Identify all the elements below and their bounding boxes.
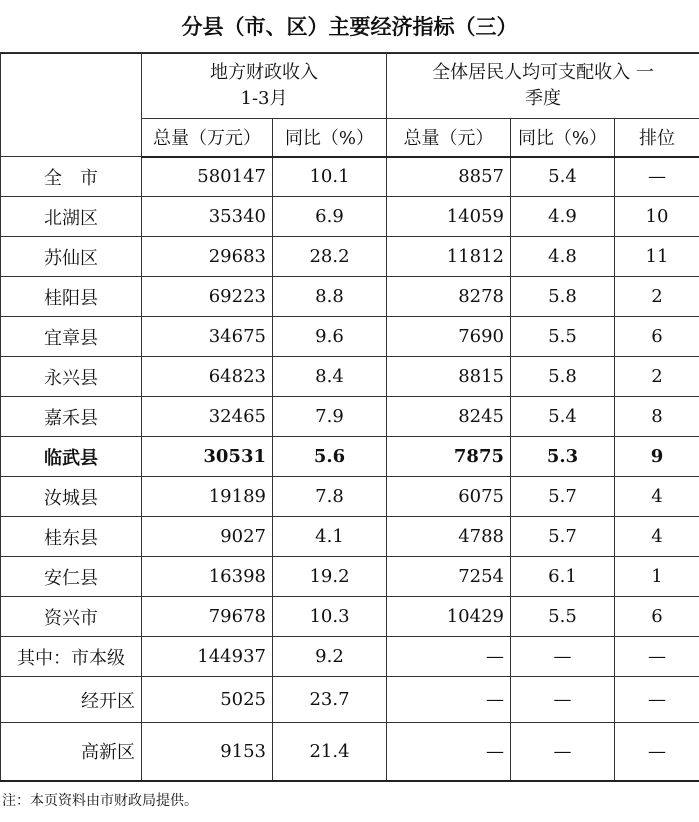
income-yoy: 5.4: [511, 397, 615, 437]
rank: 11: [615, 237, 699, 277]
income-yoy: —: [511, 677, 615, 723]
rank: 6: [615, 597, 699, 637]
header-fiscal-group-label: 地方财政收入 1-3月: [210, 61, 318, 109]
table-row: [1, 357, 699, 397]
row-name: 安仁县: [1, 557, 142, 597]
rank: 8: [615, 397, 699, 437]
income-yoy: —: [511, 637, 615, 677]
fiscal-total: 34675: [142, 317, 273, 357]
income-yoy: 4.8: [511, 237, 615, 277]
row-name: 嘉禾县: [1, 397, 142, 437]
fiscal-yoy: 7.8: [273, 477, 387, 517]
table-row: [1, 597, 699, 637]
fiscal-yoy: 6.9: [273, 197, 387, 237]
fiscal-total: 580147: [142, 157, 273, 197]
col-header-rank: 排位: [615, 119, 699, 157]
fiscal-yoy: 19.2: [273, 557, 387, 597]
income-total: 7690: [387, 317, 511, 357]
income-total: —: [387, 677, 511, 723]
rank: 1: [615, 557, 699, 597]
fiscal-total: 30531: [142, 437, 273, 477]
col-header-fiscal-total: 总量（万元）: [142, 119, 273, 157]
row-name: 桂东县: [1, 517, 142, 557]
fiscal-total: 35340: [142, 197, 273, 237]
income-total: 8815: [387, 357, 511, 397]
income-yoy: 5.8: [511, 277, 615, 317]
fiscal-yoy: 21.4: [273, 723, 387, 781]
table-row-highlighted: [1, 437, 699, 477]
row-name: 宜章县: [1, 317, 142, 357]
income-total: 7254: [387, 557, 511, 597]
income-total: 6075: [387, 477, 511, 517]
income-total: 4788: [387, 517, 511, 557]
header-fiscal-group: [142, 53, 387, 119]
rank: —: [615, 637, 699, 677]
income-yoy: 6.1: [511, 557, 615, 597]
income-yoy: 4.9: [511, 197, 615, 237]
income-yoy: 5.5: [511, 597, 615, 637]
rank: 10: [615, 197, 699, 237]
income-total: 14059: [387, 197, 511, 237]
page-title: 分县（市、区）主要经济指标（三）: [0, 0, 699, 54]
income-total: 11812: [387, 237, 511, 277]
source-note: 注：本页资料由市财政局提供。: [2, 793, 198, 809]
table-row: [1, 477, 699, 517]
table-row: [1, 277, 699, 317]
col-header-income-total: 总量（元）: [387, 119, 511, 157]
income-yoy: 5.3: [511, 437, 615, 477]
income-yoy: 5.4: [511, 157, 615, 197]
table-row: [1, 317, 699, 357]
table-row: [1, 237, 699, 277]
fiscal-total: 5025: [142, 677, 273, 723]
rank: —: [615, 677, 699, 723]
row-name: 高新区: [1, 723, 142, 781]
row-name: 北湖区: [1, 197, 142, 237]
fiscal-yoy: 10.1: [273, 157, 387, 197]
row-name: 永兴县: [1, 357, 142, 397]
fiscal-yoy: 7.9: [273, 397, 387, 437]
header-income-group-label: 全体居民人均可支配收入 一季度: [432, 61, 654, 109]
fiscal-yoy: 10.3: [273, 597, 387, 637]
income-yoy: 5.8: [511, 357, 615, 397]
row-name: 桂阳县: [1, 277, 142, 317]
fiscal-total: 16398: [142, 557, 273, 597]
fiscal-yoy: 28.2: [273, 237, 387, 277]
table-row: [1, 557, 699, 597]
fiscal-total: 32465: [142, 397, 273, 437]
income-total: —: [387, 723, 511, 781]
fiscal-total: 9153: [142, 723, 273, 781]
income-total: 7875: [387, 437, 511, 477]
rank: 4: [615, 477, 699, 517]
income-total: 8857: [387, 157, 511, 197]
rank: 9: [615, 437, 699, 477]
fiscal-yoy: 9.6: [273, 317, 387, 357]
fiscal-total: 29683: [142, 237, 273, 277]
rank: —: [615, 723, 699, 781]
income-yoy: 5.5: [511, 317, 615, 357]
fiscal-yoy: 8.4: [273, 357, 387, 397]
income-total: 8245: [387, 397, 511, 437]
fiscal-yoy: 9.2: [273, 637, 387, 677]
table-row: [1, 723, 699, 781]
col-header-income-yoy: 同比（%）: [511, 119, 615, 157]
table-row: [1, 157, 699, 197]
row-name: 经开区: [1, 677, 142, 723]
table-row: [1, 197, 699, 237]
row-name: 全 市: [1, 157, 142, 197]
indicator-table: [0, 52, 699, 782]
fiscal-yoy: 8.8: [273, 277, 387, 317]
table-row: [1, 637, 699, 677]
row-name: 苏仙区: [1, 237, 142, 277]
income-yoy: 5.7: [511, 477, 615, 517]
table-row: [1, 677, 699, 723]
rank: 2: [615, 357, 699, 397]
rank: 4: [615, 517, 699, 557]
income-total: 10429: [387, 597, 511, 637]
income-total: —: [387, 637, 511, 677]
row-name: 资兴市: [1, 597, 142, 637]
corner-cell: [1, 53, 142, 157]
col-header-fiscal-yoy: 同比（%）: [273, 119, 387, 157]
fiscal-total: 9027: [142, 517, 273, 557]
table-row: [1, 517, 699, 557]
rank: 2: [615, 277, 699, 317]
income-yoy: —: [511, 723, 615, 781]
fiscal-total: 19189: [142, 477, 273, 517]
fiscal-yoy: 4.1: [273, 517, 387, 557]
row-name: 临武县: [1, 437, 142, 477]
rank: —: [615, 157, 699, 197]
header-income-group: [387, 53, 699, 119]
fiscal-yoy: 5.6: [273, 437, 387, 477]
row-name: 汝城县: [1, 477, 142, 517]
rank: 6: [615, 317, 699, 357]
fiscal-total: 144937: [142, 637, 273, 677]
income-yoy: 5.7: [511, 517, 615, 557]
fiscal-yoy: 23.7: [273, 677, 387, 723]
fiscal-total: 69223: [142, 277, 273, 317]
table-row: [1, 397, 699, 437]
row-name: 其中：市本级: [1, 637, 142, 677]
fiscal-total: 79678: [142, 597, 273, 637]
fiscal-total: 64823: [142, 357, 273, 397]
income-total: 8278: [387, 277, 511, 317]
